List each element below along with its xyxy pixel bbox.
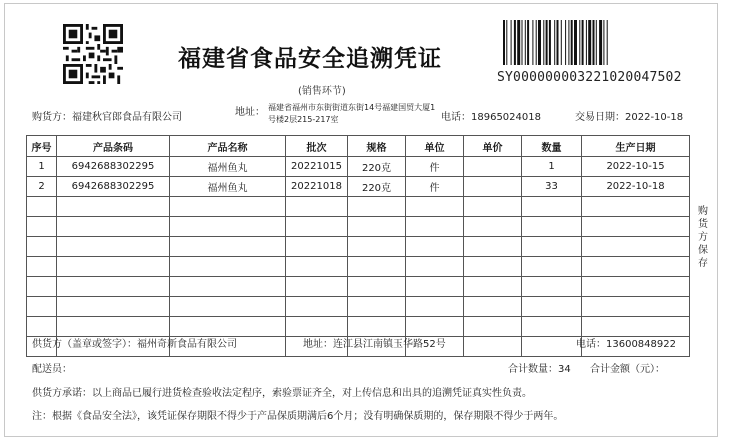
col-header-index: 序号 [27,136,57,157]
barcode-number: SY000000003221020047502 [497,70,682,85]
cell-date: 2022-10-15 [582,157,690,177]
cell-date: 2022-10-18 [582,177,690,197]
cell-unit: 件 [406,177,464,197]
buyer-address: 福建省福州市东街街道东街14号福建国贸大厦1号楼2层215-217室 [268,103,436,124]
col-header-qty: 数量 [522,136,582,157]
table-header-row [27,136,690,157]
cell-name: 福州鱼丸 [170,177,286,197]
cell-spec: 220克 [348,177,406,197]
cell-unit: 件 [406,157,464,177]
table-row [27,157,690,177]
table-row [27,177,690,197]
cell-index: 2 [27,177,57,197]
cell-price [464,177,522,197]
cell-name: 福州鱼丸 [170,157,286,177]
product-table [26,135,690,357]
barcode-icon [503,20,688,65]
col-header-price: 单价 [464,136,522,157]
cell-index: 1 [27,157,57,177]
storage-note: 注：根据《食品安全法》，该凭证保存期限不得少于产品保质期满后6个月；没有明确保质期的，保存期限不得少于两年。 [32,411,564,422]
col-header-barcode: 产品条码 [57,136,170,157]
voucher-subtitle: (销售环节) [298,86,346,97]
col-header-spec: 规格 [348,136,406,157]
empty-row [27,237,690,257]
empty-row [27,277,690,297]
total-amount: 合计金额（元）： [590,364,665,375]
trade-date: 交易日期：2022-10-18 [575,112,684,123]
delivery-person: 配送员： [32,364,72,375]
qr-code-icon [63,24,123,84]
cell-price [464,157,522,177]
cell-batch: 20221015 [286,157,348,177]
supplier-promise: 供货方承诺：以上商品已履行进货检查验收法定程序，索验票证齐全，对上传信息和出具的追溯凭证真实性负责。 [32,388,532,399]
empty-row [27,257,690,277]
buyer-info: 购货方：福建秋官郎食品有限公司 [32,112,182,123]
cell-barcode: 6942688302295 [57,177,170,197]
supplier-address: 地址：连江县江南镇玉华路52号 [303,339,446,350]
supplier-phone: 电话：13600848922 [576,339,676,350]
empty-row [27,317,690,337]
cell-spec: 220克 [348,157,406,177]
cell-qty: 1 [522,157,582,177]
col-header-name: 产品名称 [170,136,286,157]
col-header-batch: 批次 [286,136,348,157]
col-header-date: 生产日期 [582,136,690,157]
supplier-info: 供货方（盖章或签字）：福州奇新食品有限公司 [32,339,237,350]
cell-batch: 20221018 [286,177,348,197]
cell-barcode: 6942688302295 [57,157,170,177]
empty-row [27,297,690,317]
empty-row [27,217,690,237]
side-note: 购货方保存 [698,206,708,269]
address-label: 地址： [235,107,265,118]
voucher-title: 福建省食品安全追溯凭证 [178,45,442,72]
col-header-unit: 单位 [406,136,464,157]
total-quantity: 合计数量：34 [508,364,571,375]
empty-row [27,197,690,217]
cell-qty: 33 [522,177,582,197]
buyer-phone: 电话：18965024018 [441,112,541,123]
